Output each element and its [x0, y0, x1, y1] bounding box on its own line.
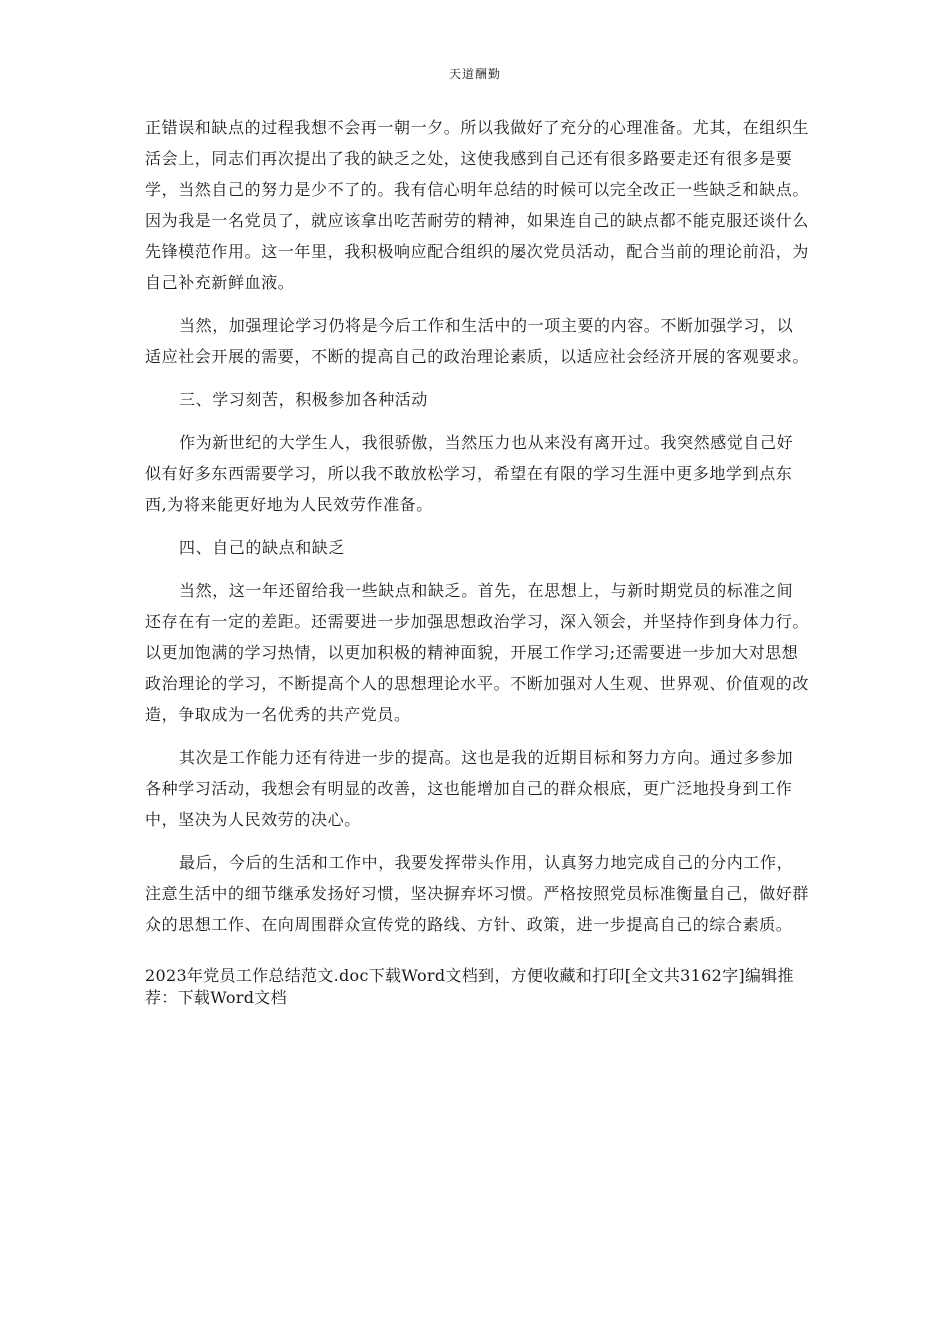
paragraph-student-study: 作为新世纪的大学生人，我很骄傲，当然压力也从来没有离开过。我突然感觉自己好似有好多东西需要学习，所以我不敢放松学习，希望在有限的学习生涯中更多地学到点东西,为将来能更好地为人民效劳作准备。	[145, 433, 794, 514]
paragraph-shortcomings: 当然，这一年还留给我一些缺点和缺乏。首先，在思想上，与新时期党员的标准之间还存在有一定的差距。还需要进一步加强思想政治学习，深入领会，并坚持作到身体力行。以更加饱满的学习热情，以更加积极的精神面貌，开展工作学习;还需要进一步加大对思想政治理论的学习，不断提高个人的思想理论水平。不断加强对人生观、世界观、价值观的改造，争取成为一名优秀的共产党员。	[145, 581, 810, 724]
paragraph-conclusion: 最后，今后的生活和工作中，我要发挥带头作用，认真努力地完成自己的分内工作，注意生活中的细节继承发扬好习惯，坚决摒弃坏习惯。严格按照党员标准衡量自己，做好群众的思想工作、在向周围群众宣传党的路线、方针、政策，进一步提高自己的综合素质。	[145, 853, 810, 934]
section-heading-shortcomings: 四、自己的缺点和缺乏	[179, 538, 346, 557]
download-note: 2023年党员工作总结范文.doc下载Word文档到，方便收藏和打印[全文共3162字]编辑推荐：下载Word文档	[145, 966, 794, 1007]
paragraph-work-ability: 其次是工作能力还有待进一步的提高。这也是我的近期目标和努力方向。通过多参加各种学习活动，我想会有明显的改善，这也能增加自己的群众根底，更广泛地投身到工作中，坚决为人民效劳的决心。	[145, 748, 794, 829]
paragraph-theory-study: 当然，加强理论学习仍将是今后工作和生活中的一项主要的内容。不断加强学习，以适应社会开展的需要，不断的提高自己的政治理论素质，以适应社会经济开展的客观要求。	[145, 316, 810, 366]
page-header: 天道酬勤	[448, 67, 501, 81]
document-body	[145, 112, 809, 952]
section-heading-study: 三、学习刻苦，积极参加各种活动	[179, 390, 429, 409]
paragraph-continuation: 正错误和缺点的过程我想不会再一朝一夕。所以我做好了充分的心理准备。尤其，在组织生活会上，同志们再次提出了我的缺乏之处，这使我感到自己还有很多路要走还有很多是要学，当然自己的努力是少不了的。我有信心明年总结的时候可以完全改正一些缺乏和缺点。因为我是一名党员了，就应该拿出吃苦耐劳的精神，如果连自己的缺点都不能克服还谈什么先锋模范作用。这一年里，我积极响应配合组织的屡次党员活动，配合当前的理论前沿，为自己补充新鲜血液。	[145, 118, 810, 292]
